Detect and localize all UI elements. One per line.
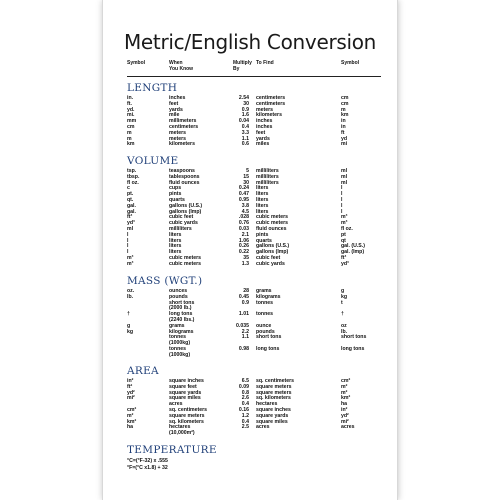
area-row-8-when-you-know: hectares (10,000m²)	[169, 424, 195, 436]
volume-row-15-result-symbol: ft³	[341, 255, 347, 261]
volume-row-13-multiply-by: 0.26	[238, 243, 249, 250]
mass-row-1-when-you-know: pounds	[169, 293, 188, 300]
volume-row-3-when-you-know: cups	[169, 185, 182, 192]
length-row-6-to-find: feet	[256, 129, 266, 136]
area-row-7-result-symbol: mi²	[341, 418, 349, 425]
length-row-8-symbol: km	[127, 141, 135, 148]
mass-row-1-to-find: kilograms	[256, 293, 281, 300]
volume-row-2-to-find: milliliters	[256, 179, 279, 186]
volume-row-2-result-symbol: ml	[341, 179, 348, 186]
mass-row-2-result-symbol: t	[341, 299, 343, 306]
area-row-1-to-find: square meters	[256, 383, 292, 390]
mass-row-6-result-symbol: short tons	[341, 334, 367, 341]
mass-row-7-result-symbol: long tons	[341, 346, 365, 352]
volume-row-4-to-find: liters	[256, 191, 269, 198]
area-row-5-symbol: cm²	[127, 407, 137, 413]
area-row-2-when-you-know: square yards	[169, 389, 202, 396]
volume-row-16-when-you-know: cubic meters	[169, 260, 202, 267]
volume-row-7-when-you-know: gallons (Imp)	[169, 208, 202, 215]
volume-row-14-when-you-know: liters	[169, 249, 182, 256]
mass-row-6-to-find: short tons	[256, 334, 282, 341]
length-row-8-result-symbol: mi	[341, 141, 348, 148]
length-row-0-symbol: in.	[127, 95, 134, 101]
volume-row-0-when-you-know: teaspoons	[169, 168, 195, 174]
volume-row-1-symbol: tbsp.	[127, 173, 140, 180]
volume-row-11-symbol: l	[127, 231, 129, 238]
volume-row-13-when-you-know: liters	[169, 243, 182, 250]
length-row-2-to-find: meters	[256, 106, 274, 113]
area-row-5-to-find: square inches	[256, 407, 291, 413]
area-row-5-multiply-by: 0.16	[238, 407, 249, 413]
mass-row-0-result-symbol: g	[341, 288, 345, 294]
volume-row-1-to-find: milliliters	[256, 173, 279, 180]
volume-row-7-multiply-by: 4.5	[241, 208, 249, 215]
length-row-1-result-symbol: cm	[341, 100, 349, 107]
volume-row-12-to-find: quarts	[256, 237, 272, 244]
length-row-1-symbol: ft.	[127, 100, 132, 107]
volume-row-9-when-you-know: cubic yards	[169, 220, 198, 227]
length-row-3-result-symbol: km	[341, 112, 349, 119]
length-row-6-when-you-know: meters	[169, 129, 187, 136]
volume-row-11-when-you-know: liters	[169, 231, 182, 238]
mass-row-1-result-symbol: kg	[341, 293, 348, 300]
mass-row-6-multiply-by: 1.1	[241, 334, 249, 341]
mass-row-1-multiply-by: 0.45	[238, 293, 249, 300]
length-row-0-result-symbol: cm	[341, 95, 349, 101]
volume-row-13-to-find: gallons (U.S.)	[256, 243, 290, 250]
volume-row-12-multiply-by: 1.06	[238, 237, 249, 244]
area-row-4-multiply-by: 0.4	[241, 401, 249, 408]
section-title-length: LENGTH	[127, 82, 178, 94]
mass-row-4-result-symbol: oz	[341, 322, 347, 329]
volume-row-0-symbol: tsp.	[127, 168, 137, 174]
area-row-7-to-find: square miles	[256, 418, 288, 425]
volume-row-3-result-symbol: l	[341, 185, 343, 192]
volume-row-6-multiply-by: 3.8	[241, 202, 249, 209]
length-row-4-when-you-know: millimeters	[169, 118, 197, 125]
volume-row-4-when-you-know: pints	[169, 191, 182, 198]
volume-row-9-multiply-by: 0.76	[238, 220, 249, 227]
length-row-3-symbol: mi.	[127, 112, 135, 119]
length-row-8-to-find: miles	[256, 141, 270, 148]
header-when-you-know: When You Know	[169, 60, 194, 72]
area-row-0-to-find: sq. centimeters	[256, 378, 295, 384]
volume-row-12-result-symbol: qt	[341, 237, 346, 244]
length-row-0-to-find: centimeters	[256, 95, 286, 101]
mass-row-4-when-you-know: grams	[169, 322, 185, 329]
temperature-formula-1: °F=(°C x1.8) + 32	[127, 465, 168, 471]
volume-row-1-when-you-know: tablespoons	[169, 173, 200, 180]
area-row-1-when-you-know: square feet	[169, 383, 197, 390]
mass-row-5-symbol: kg	[127, 328, 134, 335]
length-row-5-when-you-know: centimeters	[169, 124, 199, 130]
area-row-3-when-you-know: square miles	[169, 395, 201, 402]
area-row-0-multiply-by: 6.5	[241, 378, 249, 384]
length-row-3-to-find: kilometers	[256, 112, 282, 119]
mass-row-7-to-find: long tons	[256, 346, 280, 352]
area-row-6-result-symbol: yd²	[341, 412, 349, 419]
volume-row-14-multiply-by: 0.22	[238, 249, 249, 256]
header-divider	[127, 76, 381, 77]
mass-row-0-multiply-by: 28	[243, 288, 249, 294]
volume-row-3-symbol: c	[127, 185, 130, 192]
mass-row-0-when-you-know: ounces	[169, 288, 188, 294]
volume-row-10-multiply-by: 0.03	[238, 226, 249, 232]
page-title: Metric/English Conversion	[123, 30, 377, 54]
area-row-8-multiply-by: 2.5	[241, 424, 249, 431]
area-row-6-multiply-by: 1.2	[241, 412, 249, 419]
mass-row-3-result-symbol: †	[341, 311, 344, 318]
area-row-3-result-symbol: km²	[341, 395, 351, 402]
area-row-7-when-you-know: sq. kilometers	[169, 418, 204, 425]
volume-row-7-symbol: gal.	[127, 208, 136, 215]
volume-row-4-multiply-by: 0.47	[238, 191, 249, 198]
volume-row-7-result-symbol: l	[341, 208, 343, 215]
volume-row-11-result-symbol: pt	[341, 231, 346, 238]
length-row-2-symbol: yd.	[127, 106, 135, 113]
header-symbol-result: Symbol	[341, 60, 360, 66]
volume-row-11-to-find: pints	[256, 231, 269, 238]
header-multiply-by: Multiply By	[233, 60, 252, 72]
volume-row-2-symbol: fl oz.	[127, 179, 139, 186]
area-row-2-to-find: square meters	[256, 389, 292, 396]
volume-row-8-result-symbol: m³	[341, 214, 348, 221]
section-title-area: AREA	[127, 365, 159, 377]
temperature-formula-0: °C=(°F-32) x .555	[127, 458, 168, 464]
length-row-1-when-you-know: feet	[169, 100, 179, 107]
volume-row-16-multiply-by: 1.3	[241, 260, 249, 267]
mass-row-6-when-you-know: tonnes (1000kg)	[169, 334, 191, 346]
area-row-8-symbol: ha	[127, 424, 134, 431]
volume-row-3-to-find: liters	[256, 185, 269, 192]
volume-row-9-result-symbol: m³	[341, 220, 348, 227]
volume-row-8-multiply-by: .028	[238, 214, 249, 221]
length-row-0-when-you-know: inches	[169, 95, 186, 101]
mass-row-4-multiply-by: 0.035	[236, 322, 249, 329]
volume-row-10-result-symbol: fl oz.	[341, 226, 353, 232]
length-row-7-to-find: yards	[256, 135, 270, 142]
volume-row-15-when-you-know: cubic meters	[169, 255, 202, 261]
volume-row-5-result-symbol: l	[341, 197, 343, 203]
mass-row-2-multiply-by: 0.9	[241, 299, 249, 306]
mass-row-4-symbol: g	[127, 322, 131, 329]
length-row-5-to-find: inches	[256, 124, 273, 130]
volume-row-9-to-find: cubic meters	[256, 220, 289, 227]
mass-row-3-when-you-know: long tons (2240 lbs.)	[169, 311, 195, 323]
length-row-4-multiply-by: 0.04	[238, 118, 249, 125]
length-row-7-when-you-know: meters	[169, 135, 187, 142]
area-row-0-symbol: in²	[127, 378, 134, 384]
volume-row-6-result-symbol: l	[341, 202, 343, 209]
area-row-5-when-you-know: sq. centimeters	[169, 407, 208, 413]
area-row-8-result-symbol: acres	[341, 424, 355, 431]
mass-row-4-to-find: ounce	[256, 322, 272, 329]
length-row-4-to-find: inches	[256, 118, 273, 125]
volume-row-12-when-you-know: liters	[169, 237, 182, 244]
volume-row-6-when-you-know: gallons (U.S.)	[169, 202, 203, 209]
length-row-3-when-you-know: mile	[169, 112, 180, 119]
volume-row-1-result-symbol: ml	[341, 173, 348, 180]
area-row-4-to-find: hectares	[256, 401, 278, 408]
volume-row-14-to-find: gallons (Imp)	[256, 249, 289, 256]
section-title-volume: VOLUME	[127, 155, 179, 167]
length-row-2-multiply-by: 0.9	[241, 106, 249, 113]
length-row-7-symbol: m	[127, 135, 132, 142]
header-to-find: To Find	[256, 60, 274, 66]
area-row-3-multiply-by: 2.6	[241, 395, 249, 402]
length-row-7-result-symbol: yd	[341, 135, 348, 142]
volume-row-10-when-you-know: milliliters	[169, 226, 192, 232]
length-row-1-multiply-by: 30	[243, 100, 249, 107]
mass-row-7-when-you-know: tonnes (1000kg)	[169, 346, 191, 358]
volume-row-10-to-find: fluid ounces	[256, 226, 287, 232]
length-row-3-multiply-by: 1.6	[241, 112, 249, 119]
area-row-0-result-symbol: cm²	[341, 378, 351, 384]
length-row-7-multiply-by: 1.1	[241, 135, 249, 142]
volume-row-13-symbol: l	[127, 243, 129, 250]
mass-row-1-symbol: lb.	[127, 293, 134, 300]
volume-row-6-symbol: gal.	[127, 202, 136, 209]
area-row-2-symbol: yd²	[127, 389, 135, 396]
conversion-sheet	[103, 0, 397, 500]
area-row-8-to-find: acres	[256, 424, 270, 431]
volume-row-5-symbol: qt.	[127, 197, 134, 203]
length-row-6-multiply-by: 3.3	[241, 129, 249, 136]
length-row-4-result-symbol: in	[341, 118, 346, 125]
volume-row-5-when-you-know: quarts	[169, 197, 185, 203]
volume-row-0-to-find: milliliters	[256, 168, 279, 174]
length-row-4-symbol: mm	[127, 118, 137, 125]
volume-row-12-symbol: l	[127, 237, 129, 244]
volume-row-0-result-symbol: ml	[341, 168, 348, 174]
area-row-4-when-you-know: acres	[169, 401, 183, 408]
volume-row-4-symbol: pt.	[127, 191, 134, 198]
volume-row-8-to-find: cubic meters	[256, 214, 289, 221]
volume-row-8-symbol: ft³	[127, 214, 133, 221]
volume-row-11-multiply-by: 2.1	[241, 231, 249, 238]
volume-row-13-result-symbol: gal. (U.S.)	[341, 243, 365, 250]
volume-row-16-symbol: m³	[127, 260, 134, 267]
header-symbol: Symbol	[127, 60, 146, 66]
length-row-2-when-you-know: yards	[169, 106, 183, 113]
mass-row-2-to-find: tonnes	[256, 299, 274, 306]
area-row-0-when-you-know: square inches	[169, 378, 204, 384]
mass-row-3-symbol: †	[127, 311, 130, 318]
mass-row-0-symbol: oz.	[127, 288, 135, 294]
length-row-6-result-symbol: ft	[341, 129, 345, 136]
volume-row-10-symbol: ml	[127, 226, 134, 232]
volume-row-15-symbol: m³	[127, 255, 134, 261]
length-row-0-multiply-by: 2.54	[238, 95, 249, 101]
volume-row-16-result-symbol: yd³	[341, 260, 349, 267]
volume-row-1-multiply-by: 15	[243, 173, 249, 180]
mass-row-3-multiply-by: 1.01	[238, 311, 249, 318]
mass-row-5-to-find: pounds	[256, 328, 275, 335]
mass-row-5-when-you-know: kilograms	[169, 328, 194, 335]
volume-row-14-symbol: l	[127, 249, 129, 256]
area-row-5-result-symbol: in²	[341, 407, 348, 413]
length-row-8-multiply-by: 0.6	[241, 141, 249, 148]
volume-row-5-multiply-by: 0.95	[238, 197, 249, 203]
mass-row-0-to-find: grams	[256, 288, 272, 294]
length-row-5-multiply-by: 0.4	[241, 124, 249, 130]
area-row-7-multiply-by: 0.4	[241, 418, 249, 425]
length-row-1-to-find: centimeters	[256, 100, 286, 107]
length-row-6-symbol: m	[127, 129, 132, 136]
volume-row-16-to-find: cubic yards	[256, 260, 285, 267]
mass-row-2-when-you-know: short tons (2000 lb.)	[169, 299, 195, 312]
length-row-8-when-you-know: kilometers	[169, 141, 195, 148]
area-row-2-multiply-by: 0.8	[241, 389, 249, 396]
volume-row-0-multiply-by: 5	[246, 168, 249, 174]
volume-row-9-symbol: yd³	[127, 220, 135, 227]
area-row-6-to-find: square yards	[256, 412, 289, 419]
volume-row-6-to-find: liters	[256, 202, 269, 209]
section-title-temperature: TEMPERATURE	[127, 444, 217, 456]
area-row-7-symbol: km²	[127, 418, 137, 425]
area-row-2-result-symbol: m²	[341, 389, 348, 396]
volume-row-8-when-you-know: cubic feet	[169, 214, 194, 221]
area-row-1-multiply-by: 0.09	[238, 383, 249, 390]
section-title-mass: MASS (WGT.)	[127, 275, 203, 287]
area-row-1-result-symbol: m²	[341, 383, 348, 390]
volume-row-5-to-find: liters	[256, 197, 269, 203]
area-row-3-to-find: sq. kilometers	[256, 395, 291, 402]
volume-row-4-result-symbol: l	[341, 191, 343, 198]
length-row-2-result-symbol: m	[341, 106, 346, 113]
mass-row-5-result-symbol: lb.	[341, 328, 348, 335]
length-row-5-result-symbol: in	[341, 124, 346, 130]
area-row-4-result-symbol: ha	[341, 401, 348, 408]
volume-row-15-to-find: cubic feet	[256, 255, 281, 261]
area-row-3-symbol: mi²	[127, 395, 135, 402]
volume-row-14-result-symbol: gal. (Imp)	[341, 249, 365, 256]
area-row-1-symbol: ft²	[127, 383, 133, 390]
area-row-6-when-you-know: square meters	[169, 412, 205, 419]
area-row-6-symbol: m²	[127, 412, 134, 419]
volume-row-3-multiply-by: 0.24	[238, 185, 249, 192]
volume-row-15-multiply-by: 35	[243, 255, 249, 261]
volume-row-2-when-you-know: fluid ounces	[169, 179, 200, 186]
mass-row-3-to-find: tonnes	[256, 311, 274, 318]
mass-row-5-multiply-by: 2.2	[241, 328, 249, 335]
volume-row-2-multiply-by: 30	[243, 179, 249, 186]
volume-row-7-to-find: liters	[256, 208, 269, 215]
length-row-5-symbol: cm	[127, 124, 135, 130]
mass-row-7-multiply-by: 0.98	[238, 346, 249, 352]
